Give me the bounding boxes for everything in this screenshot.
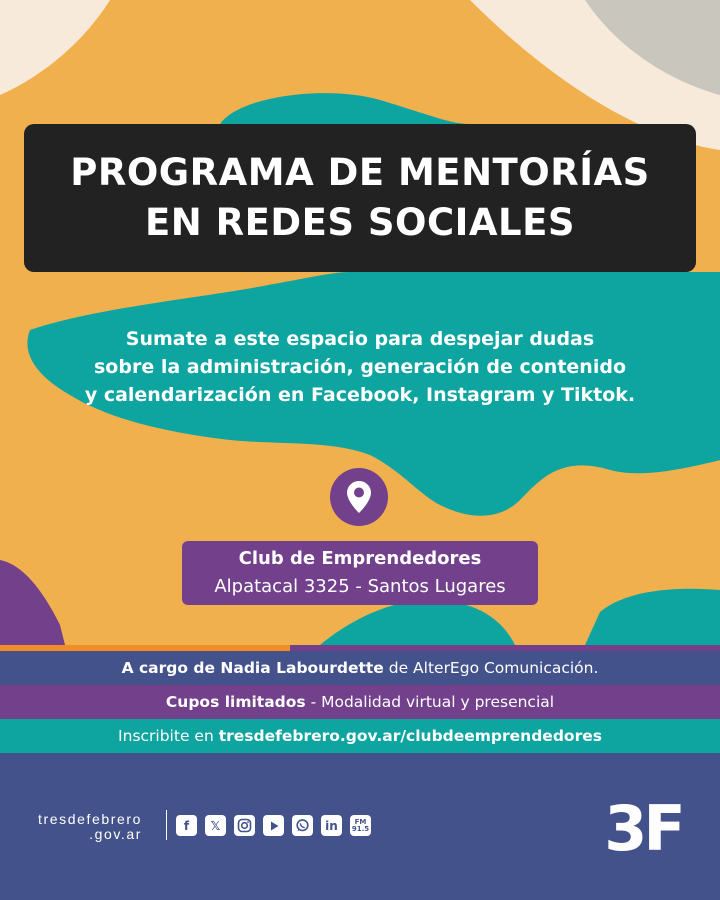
modality-text: - Modalidad virtual y presencial — [305, 693, 555, 711]
x-icon[interactable]: 𝕏 — [205, 815, 226, 836]
fm-frequency: 91.5 — [351, 824, 370, 833]
brand-line-1: tresdefebrero — [38, 811, 143, 827]
spots-band — [0, 685, 720, 719]
signup-text: Inscribite en — [118, 727, 219, 745]
host-org: de AlterEgo Comunicación. — [383, 659, 599, 677]
brand-line-2: .gov.ar — [89, 826, 143, 842]
venue-name: Club de Emprendedores — [238, 548, 482, 569]
facebook-icon[interactable]: f — [176, 815, 197, 836]
brand-divider — [166, 810, 167, 840]
title-banner — [24, 124, 696, 272]
fm-radio-icon[interactable] — [350, 815, 371, 836]
location-pin-badge — [330, 468, 388, 526]
instagram-icon[interactable] — [234, 815, 255, 836]
linkedin-icon[interactable]: in — [321, 815, 342, 836]
description-line-1: Sumate a este espacio para despejar dudas — [125, 328, 595, 350]
3f-logo[interactable] — [600, 795, 686, 857]
description-line-2: sobre la administración, generación de contenido — [94, 356, 626, 378]
whatsapp-icon[interactable] — [292, 815, 313, 836]
signup-band — [0, 719, 720, 753]
signup-link[interactable]: tresdefebrero.gov.ar/clubdeemprendedores — [218, 727, 602, 745]
logo-text: 3F — [604, 795, 682, 857]
location-pin-icon — [346, 480, 372, 514]
venue-address: Alpatacal 3325 - Santos Lugares — [214, 576, 506, 597]
youtube-icon[interactable] — [263, 815, 284, 836]
venue-box — [182, 541, 538, 605]
description-line-3: y calendarización en Facebook, Instagram y Tiktok. — [84, 384, 636, 406]
title-line-2: EN REDES SOCIALES — [144, 201, 576, 244]
fm-label: FM — [354, 817, 367, 826]
title-line-1: PROGRAMA DE MENTORÍAS — [70, 151, 650, 194]
host-name: A cargo de Nadia Labourdette — [121, 659, 384, 677]
spots-limited: Cupos limitados — [165, 693, 306, 711]
brand-wordmark[interactable] — [38, 812, 142, 842]
social-icons — [176, 815, 371, 836]
description — [20, 325, 700, 409]
host-band — [0, 651, 720, 685]
